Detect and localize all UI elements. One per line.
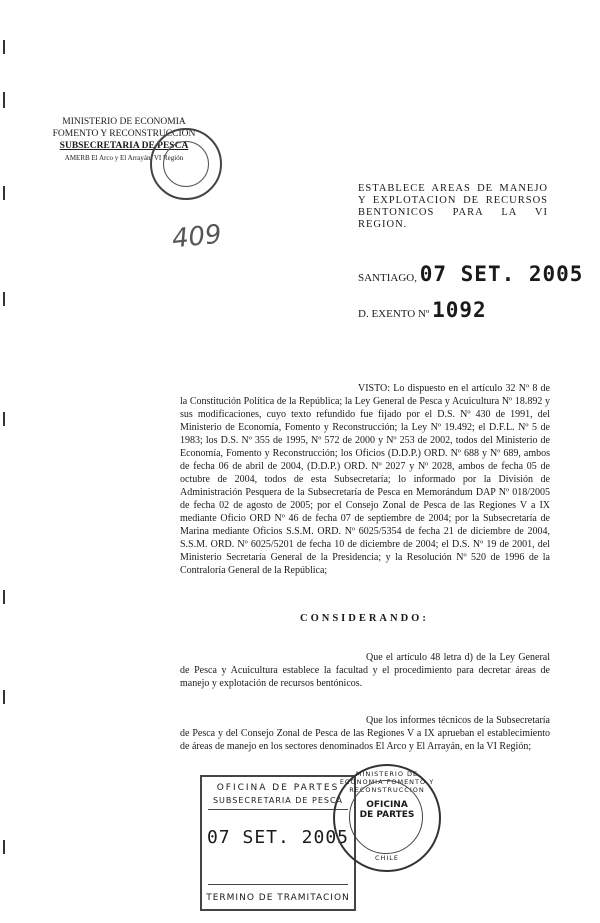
margin-mark xyxy=(3,40,5,54)
decree-date: 07 SET. 2005 xyxy=(419,262,584,286)
margin-mark xyxy=(3,590,5,604)
office-of-parts-stamp xyxy=(200,775,356,911)
margin-mark xyxy=(3,840,5,854)
considerando-paragraph: Que los informes técnicos de la Subsecretaría de Pesca y del Consejo Zonal de Pesca de las Regiones V a IX aprueban el establecimiento de áreas de manejo en los sectores denominados El Arco y El Arrayán, en la VI Región; xyxy=(180,715,550,752)
stamp-line: SUBSECRETARIA DE PESCA xyxy=(212,796,344,805)
visto-paragraph: VISTO: Lo dispuesto en el artículo 32 Nº 8 de la Constitución Política de la República; la Ley General de Pesca y Acuicultura Nº 18.892 y sus modificaciones, cuyo texto refundido fue fijado por el D.S. Nº 430 de 1991, del Ministerio de Economía, Fomento y Reconstrucción; la Ley Nº 19.492; el D.F.L. Nº 5 de 1983; los D.S. Nº 355 de 1995, Nº 572 de 2000 y Nº 253 de 2002, todos del Ministerio de Economía, Fomento y Reconstrucción; los Oficios (D.D.P.) ORD. Nº 688 y Nº 689, ambos de fecha 06 de abril de 2004, (D.D.P.) ORD. Nº 2027 y Nº 2028, ambos de fecha 05 de octubre de 2004, todos de esta Subsecretaría; lo informado por la División de Administración Pesquera de la Subsecretaría de Pesca en Memorándum DAP Nº 018/2005 de fecha 02 de agosto de 2005; por el Consejo Zonal de Pesca de las Regiones V a IX mediante Oficio ORD Nº 46 de fecha 07 de septiembre de 2004; por la Subsecretaría de Marina mediante Oficios S.S.M. ORD. Nº 6025/5354 de fecha 21 de diciembre de 2004, S.S.M. ORD. Nº 6025/5201 de fecha 10 de diciembre de 2004; el D.S. Nº 19 de 2001, del Ministerio Secretaría General de la Presidencia; y la Resolución Nº 520 de 1996 de la Contraloría General de la República; xyxy=(180,383,550,576)
header-note: AMERB El Arco y El Arrayán, VI Región xyxy=(64,154,184,162)
place-date xyxy=(358,262,583,286)
stamp-center xyxy=(335,800,439,820)
decree-number-line xyxy=(358,298,487,322)
ministry-seal xyxy=(150,128,222,200)
margin-mark xyxy=(3,412,5,426)
ministry-line: FOMENTO Y RECONSTRUCCION xyxy=(52,129,196,139)
decree-label: D. EXENTO Nº xyxy=(358,308,430,320)
stamp-date: 07 SET. 2005 xyxy=(206,827,350,848)
stamp-line: OFICINA DE PARTES xyxy=(216,783,340,793)
official-circle-stamp xyxy=(333,764,441,872)
stamp-ring-text: MINISTERIO DE ECONOMIA FOMENTO Y RECONSTRUCCION xyxy=(339,770,435,794)
stamp-bottom-text: CHILE xyxy=(374,854,400,862)
margin-mark xyxy=(3,186,5,200)
subsecretaria-line: SUBSECRETARIA DE PESCA xyxy=(59,141,189,151)
stamp-center-line: OFICINA xyxy=(366,800,408,810)
margin-mark xyxy=(3,92,5,108)
stamp-center-line: DE PARTES xyxy=(359,810,415,820)
handwritten-number: 409 xyxy=(170,219,224,255)
ministry-line: MINISTERIO DE ECONOMIA xyxy=(62,117,186,127)
margin-mark xyxy=(3,292,5,306)
city: SANTIAGO, xyxy=(358,272,417,284)
subject-title: ESTABLECE AREAS DE MANEJO Y EXPLOTACION DE RECURSOS BENTONICOS PARA LA VI REGION. xyxy=(358,183,548,230)
considerando-paragraph: Que el artículo 48 letra d) de la Ley General de Pesca y Acuicultura establece la facultad y el procedimiento para decretar áreas de manejo y explotación de recursos bentónicos. xyxy=(180,652,550,689)
margin-mark xyxy=(3,690,5,704)
considerando-heading: CONSIDERANDO: xyxy=(300,613,429,624)
stamp-footer: TERMINO DE TRAMITACION xyxy=(206,893,350,903)
decree-number: 1092 xyxy=(432,298,487,322)
